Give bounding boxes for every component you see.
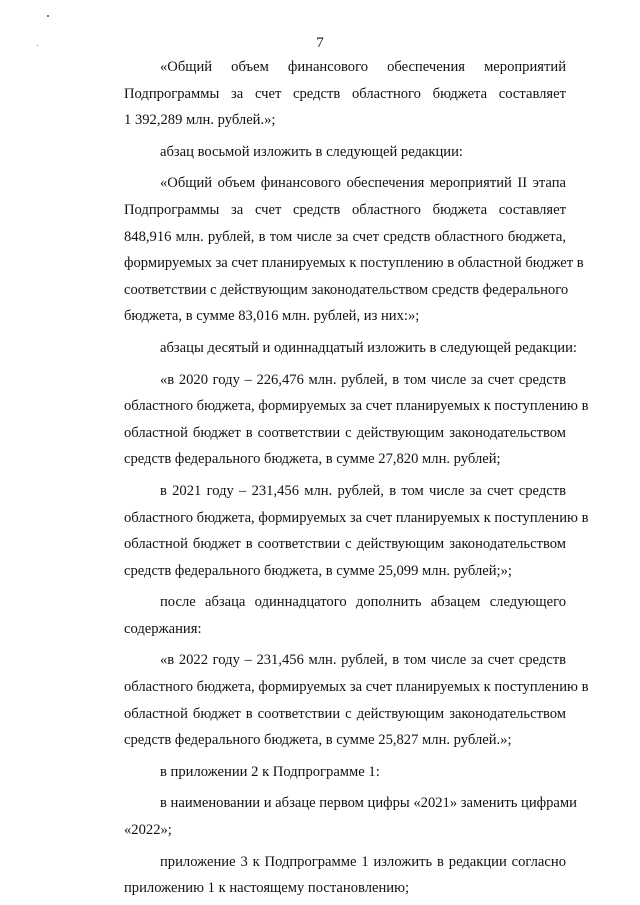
text-line: областного бюджета, формируемых за счет планируемых к поступлению в [124,509,589,526]
paragraph-10 [88,790,577,843]
paragraph-3 [88,170,584,330]
paragraph-7 [88,589,566,642]
page-number: 7 [316,35,324,51]
text-line: областной бюджет в соответствии с действующим законодательством [124,424,566,441]
paragraph-1 [88,54,566,134]
paragraph-9 [88,759,566,786]
text-line: «в 2022 году – 231,456 млн. рублей, в том числе за счет средств [160,652,566,669]
text-line: бюджета, в сумме 83,016 млн. рублей, из них:»; [124,308,420,325]
paragraph-4 [88,335,577,362]
text-line: 848,916 млн. рублей, в том числе за счет средств областного бюджета, [124,228,566,245]
text-line: содержания: [124,620,202,637]
text-line: соответствии с действующим законодательством средств федерального [124,281,569,298]
text-line: в наименовании и абзаце первом цифры «2021» заменить цифрами [160,795,577,812]
text-line: Подпрограммы за счет средств областного бюджета составляет [124,201,566,218]
text-line: приложение 3 к Подпрограмме 1 изложить в редакции согласно [160,853,566,870]
text-line: абзацы десятый и одиннадцатый изложить в следующей редакции: [160,339,577,356]
text-line: средств федерального бюджета, в сумме 25,099 млн. рублей;»; [124,562,512,579]
scan-speck [47,15,49,17]
text-line: «Общий объем финансового обеспечения мероприятий II этапа [160,175,566,192]
text-line: абзац восьмой изложить в следующей редакции: [160,143,463,160]
paragraph-5 [88,367,589,473]
document-body [88,54,589,902]
text-line: областного бюджета, формируемых за счет планируемых к поступлению в [124,398,589,415]
paragraph-8 [88,647,589,753]
paragraph-6 [88,478,589,584]
text-line: в 2021 году – 231,456 млн. рублей, в том числе за счет средств [160,482,566,499]
text-line: средств федерального бюджета, в сумме 25,827 млн. рублей.»; [124,732,512,749]
text-line: областной бюджет в соответствии с действующим законодательством [124,705,566,722]
text-line: приложению 1 к настоящему постановлению; [124,880,410,897]
text-line: после абзаца одиннадцатого дополнить абзацем следующего [160,594,566,611]
text-line: формируемых за счет планируемых к поступлению в областной бюджет в [124,255,584,272]
paragraph-2 [88,139,566,166]
text-line: средств федерального бюджета, в сумме 27,820 млн. рублей; [124,451,501,468]
text-line: «2022»; [124,822,172,839]
text-line: областного бюджета, формируемых за счет планируемых к поступлению в [124,679,589,696]
text-line: «в 2020 году – 226,476 млн. рублей, в том числе за счет средств [160,371,566,388]
text-line: 1 392,289 млн. рублей.»; [124,112,276,129]
text-line: областной бюджет в соответствии с действующим законодательством [124,536,566,553]
text-line: Подпрограммы за счет средств областного бюджета составляет [124,85,566,102]
text-line: «Общий объем финансового обеспечения мероприятий [160,59,566,75]
text-line: в приложении 2 к Подпрограмме 1: [160,763,380,780]
paragraph-11 [88,849,566,902]
